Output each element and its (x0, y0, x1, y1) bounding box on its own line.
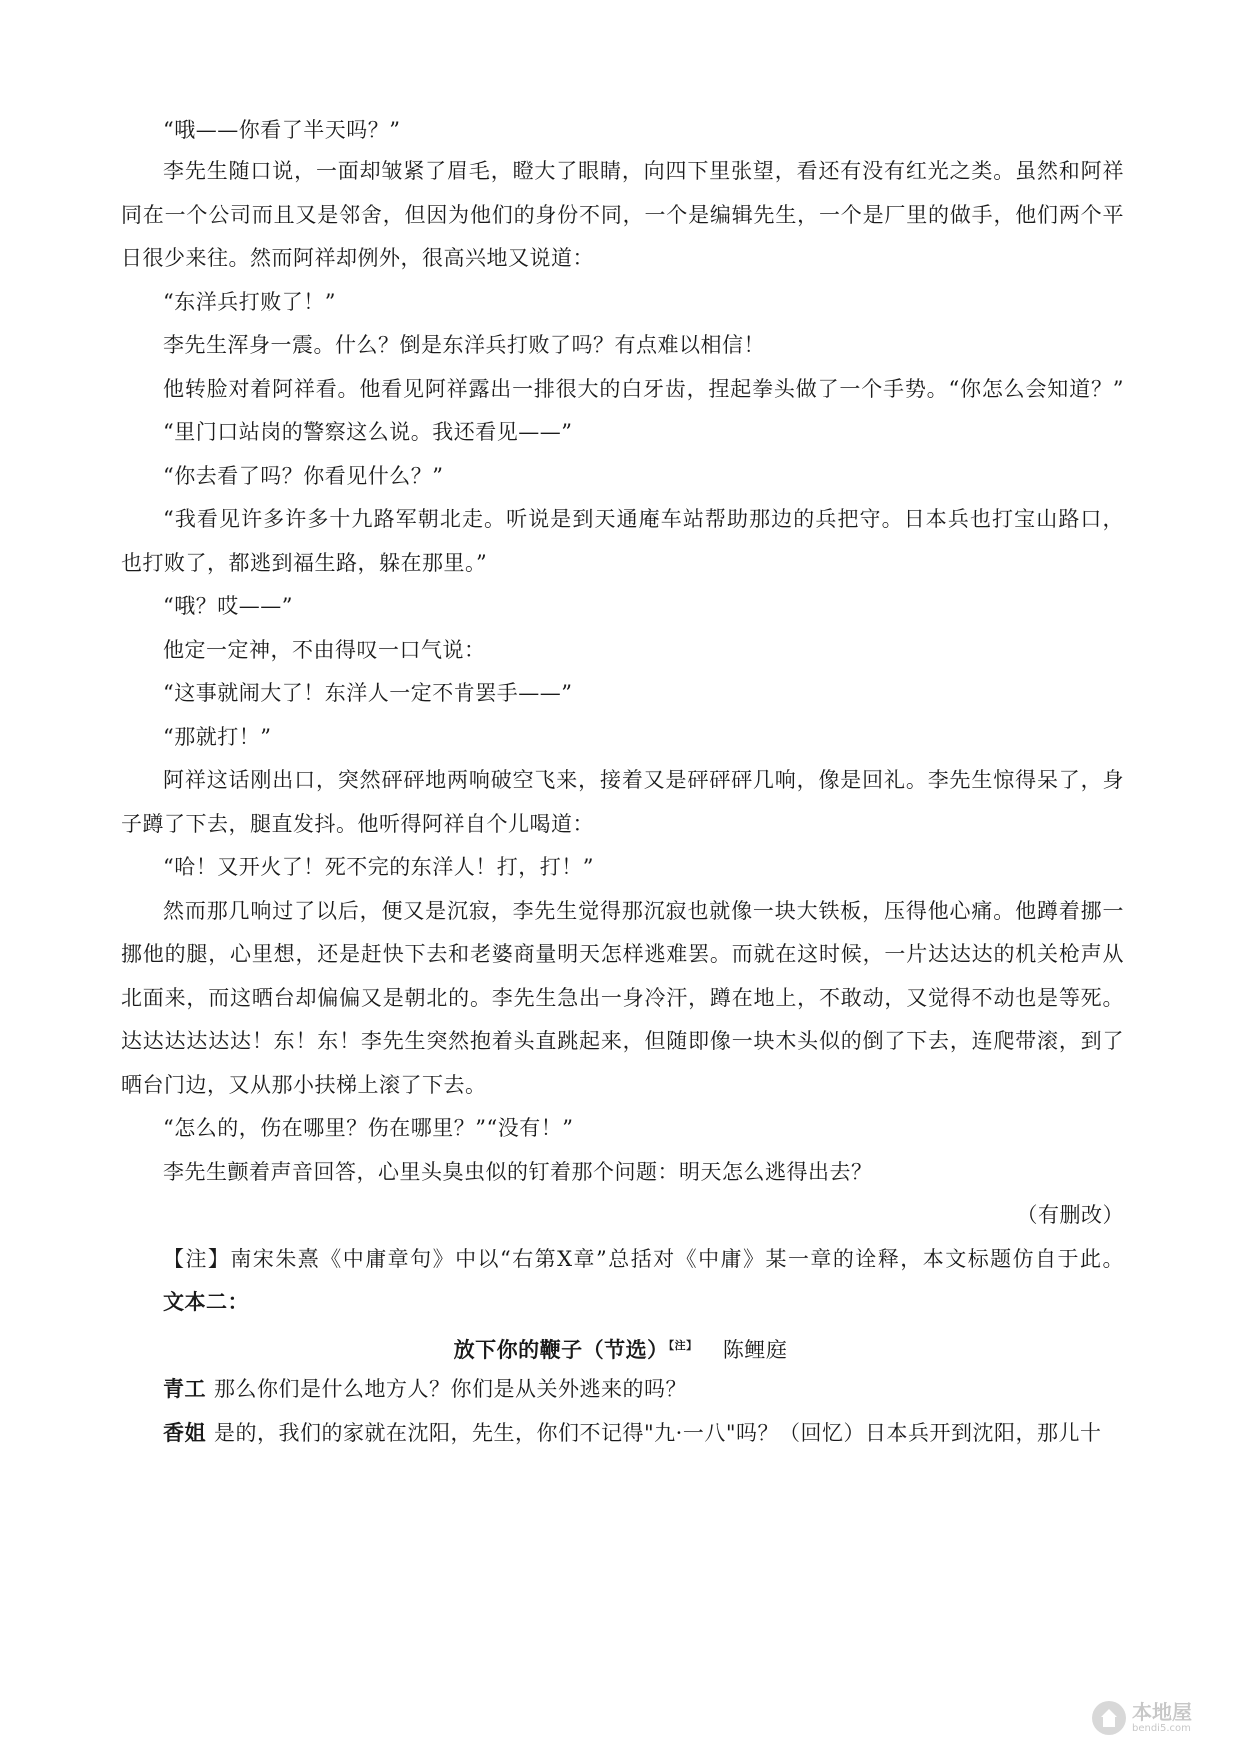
play-heading (0, 1332, 1241, 1364)
paragraph-line: “东洋兵打败了！” (163, 290, 336, 314)
paragraph-line: 达达达达达达！东！东！李先生突然抱着头直跳起来，但随即像一块木头似的倒了下去，连爬带滚，到了 (121, 1029, 1124, 1053)
play-title: 放下你的鞭子（节选） (453, 1338, 669, 1362)
paragraph-line: 他定一定神，不由得叹一口气说： (163, 638, 486, 662)
paragraph-line: 李先生随口说，一面却皱紧了眉毛，瞪大了眼睛，向四下里张望，看还有没有红光之类。虽然和阿祥 (163, 159, 1124, 183)
dialogue-text: 是的，我们的家就在沈阳，先生，你们不记得"九·一八"吗？（回忆）日本兵开到沈阳，那儿十 (214, 1421, 1102, 1445)
speaker-name: 青工 (163, 1377, 206, 1401)
paragraph-line: 挪他的腿，心里想，还是赶快下去和老婆商量明天怎样逃难罢。而就在这时候，一片达达达的机关枪声从 (121, 942, 1124, 966)
paragraph-line: 晒台门边，又从那小扶梯上滚了下去。 (121, 1073, 487, 1097)
paragraph-line: “哦——你看了半天吗？” (163, 118, 401, 142)
watermark-text (1132, 1701, 1192, 1735)
paragraph-line: “哈！又开火了！死不完的东洋人！打，打！” (163, 855, 594, 879)
paragraph-line: 北面来，而这晒台却偏偏又是朝北的。李先生急出一身冷汗，蹲在地上，不敢动，又觉得不动也是等死。 (121, 986, 1124, 1010)
paragraph-line: 子蹲了下去，腿直发抖。他听得阿祥自个儿喝道： (121, 812, 594, 836)
paragraph-line: 也打败了，都逃到福生路，躲在那里。” (121, 551, 488, 575)
edit-note: （有删改） (1016, 1203, 1124, 1227)
dialogue-line (163, 1419, 1124, 1447)
paragraph-line: “里门口站岗的警察这么说。我还看见——” (163, 420, 573, 444)
paragraph-line: “怎么的，伤在哪里？伤在哪里？”“没有！” (163, 1116, 574, 1140)
paragraph-line: “你去看了吗？你看见什么？” (163, 464, 444, 488)
house-logo-icon (1092, 1701, 1126, 1735)
paragraph-line: 阿祥这话刚出口，突然砰砰地两响破空飞来，接着又是砰砰砰几响，像是回礼。李先生惊得呆了，身 (163, 768, 1124, 792)
paragraph-line: 李先生颤着声音回答，心里头臭虫似的钉着那个问题：明天怎么逃得出去？ (163, 1160, 873, 1184)
paragraph-line: 同在一个公司而且又是邻舍，但因为他们的身份不同，一个是编辑先生，一个是厂里的做手，他们两个平 (121, 203, 1124, 227)
paragraph-line: “我看见许多许多十九路军朝北走。听说是到天通庵车站帮助那边的兵把守。日本兵也打宝山路口， (163, 507, 1124, 531)
paragraph-line: “这事就闹大了！东洋人一定不肯罢手——” (163, 681, 573, 705)
play-title-note: 【注】 (668, 1339, 698, 1352)
footnote: 【注】南宋朱熹《中庸章句》中以“右第X章”总括对《中庸》某一章的诠释，本文标题仿自于此。 (163, 1247, 1124, 1271)
paragraph-line: 日很少来往。然而阿祥却例外，很高兴地又说道： (121, 246, 594, 270)
section-label: 文本二： (163, 1290, 249, 1314)
dialogue-text: 那么你们是什么地方人？你们是从关外逃来的吗？ (214, 1377, 687, 1401)
play-author: 陈鲤庭 (722, 1338, 788, 1362)
speaker-name: 香姐 (163, 1421, 206, 1445)
paragraph-line: 李先生浑身一震。什么？倒是东洋兵打败了吗？有点难以相信！ (163, 333, 765, 357)
paragraph-line: “那就打！” (163, 725, 272, 749)
paragraph-line: 然而那几响过了以后，便又是沉寂，李先生觉得那沉寂也就像一块大铁板，压得他心痛。他蹲着挪一 (163, 899, 1124, 923)
site-watermark (1092, 1696, 1232, 1740)
watermark-cn: 本地屋 (1132, 1700, 1192, 1724)
paragraph-line: 他转脸对着阿祥看。他看见阿祥露出一排很大的白牙齿，捏起拳头做了一个手势。“你怎么会知道？” (163, 377, 1124, 401)
paragraph-line: “哦？哎——” (163, 594, 293, 618)
dialogue-line (163, 1375, 687, 1403)
watermark-en: bendi5.com (1132, 1723, 1191, 1734)
